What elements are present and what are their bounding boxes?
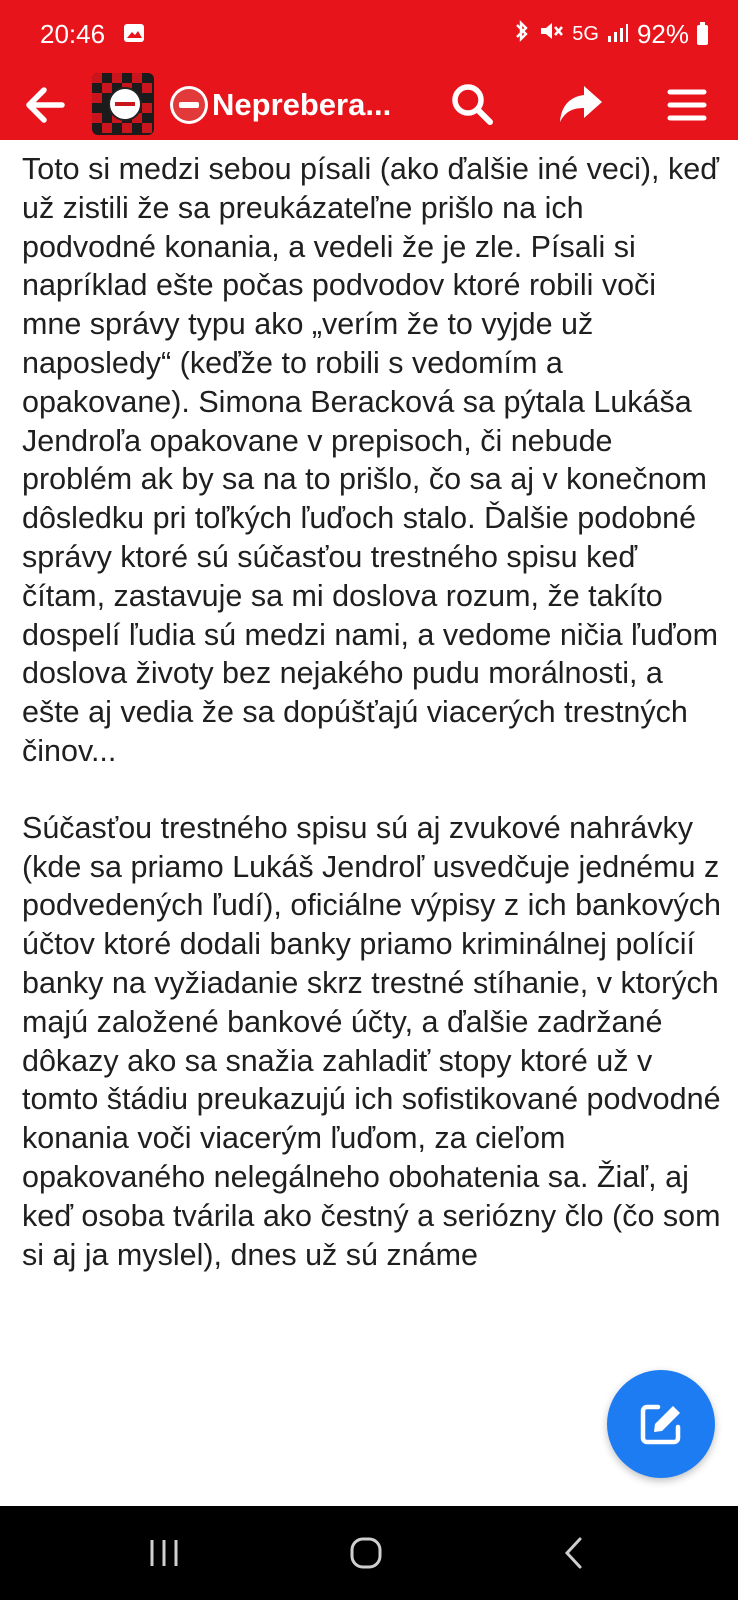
search-icon: [448, 80, 498, 130]
logo-badge: [108, 87, 142, 121]
menu-icon: [664, 82, 710, 128]
recent-apps-icon[interactable]: [148, 1538, 180, 1573]
bluetooth-icon: [514, 19, 530, 50]
battery-icon: [697, 25, 708, 45]
share-icon: [556, 80, 606, 130]
post-paragraph-2: Súčasťou trestného spisu sú aj zvukové nahrávky (kde sa priamo Lukáš Jendroľ usvedčuje jednému z podvedených ľudí), oficiálne výpisy z ich bankových účtov ktoré dodali banky priamo kriminálnej polícií banky na vyžiadanie skrz trestné stíhanie, v ktorých majú založené bankové účty, a ďalšie zadržané dôkazy ako sa snažia zahladiť stopy ktoré už v tomto štádiu preukazujú ich sofistikované podvodné konania voči viacerým ľuďom, za cieľom opakovaného nelegálneho obohatenia sa. Žiaľ, aj keď osoba tvárila ako čestný a seriózny člo (čo som si aj ja myslel), dnes už sú známe: [22, 810, 721, 1272]
compose-button[interactable]: [607, 1370, 715, 1478]
post-body: [22, 150, 722, 1312]
back-icon[interactable]: [560, 1536, 586, 1575]
group-title[interactable]: [170, 80, 420, 130]
post-paragraph-1: Toto si medzi sebou písali (ako ďalšie iné veci), keď už zistili že sa preukázateľne prišlo na ich podvodné konania, a vedeli že je zle. Písali si napríklad ešte počas podvodov ktoré robili voči mne správy typu ako „verím že to vyjde už naposledy“ (keďže to robili s vedomím a opakovane). Simona Beracková sa pýtala Lukáša Jendroľa opakovane v prepisoch, či nebude problém ak by sa na to prišlo, čo sa aj v konečnom dôsledku pri toľkých ľuďoch stalo. Ďalšie podobné správy ktoré sú súčasťou trestného spisu keď čítam, zastavuje sa mi doslova rozum, že takíto dospelí ľudia sú medzi nami, a vedome ničia ľuďom doslova životy bez nejakého pudu morálnosti, a ešte aj vedia že sa dopúšťajú viacerých trestných činov...: [22, 152, 719, 768]
mute-icon: [538, 19, 564, 50]
status-time: 20:46: [40, 19, 106, 49]
search-button[interactable]: [448, 80, 498, 130]
share-button[interactable]: [556, 80, 606, 130]
menu-button[interactable]: [664, 82, 710, 128]
edit-icon: [636, 1399, 686, 1449]
battery-percent: 92%: [636, 19, 689, 49]
page-title: Neprebera...: [212, 87, 392, 122]
signal-icon: [607, 19, 629, 50]
group-logo[interactable]: [92, 73, 154, 135]
app-bar: [0, 70, 738, 140]
back-arrow-icon: [22, 82, 68, 128]
back-button[interactable]: [22, 82, 68, 128]
image-icon: [123, 23, 145, 48]
system-nav-bar: [0, 1506, 738, 1600]
status-icons: [514, 19, 708, 50]
home-icon[interactable]: [349, 1536, 383, 1575]
no-entry-emoji: [170, 86, 208, 124]
wifi-5g-icon: 5G: [572, 23, 599, 45]
status-bar: [0, 0, 738, 70]
